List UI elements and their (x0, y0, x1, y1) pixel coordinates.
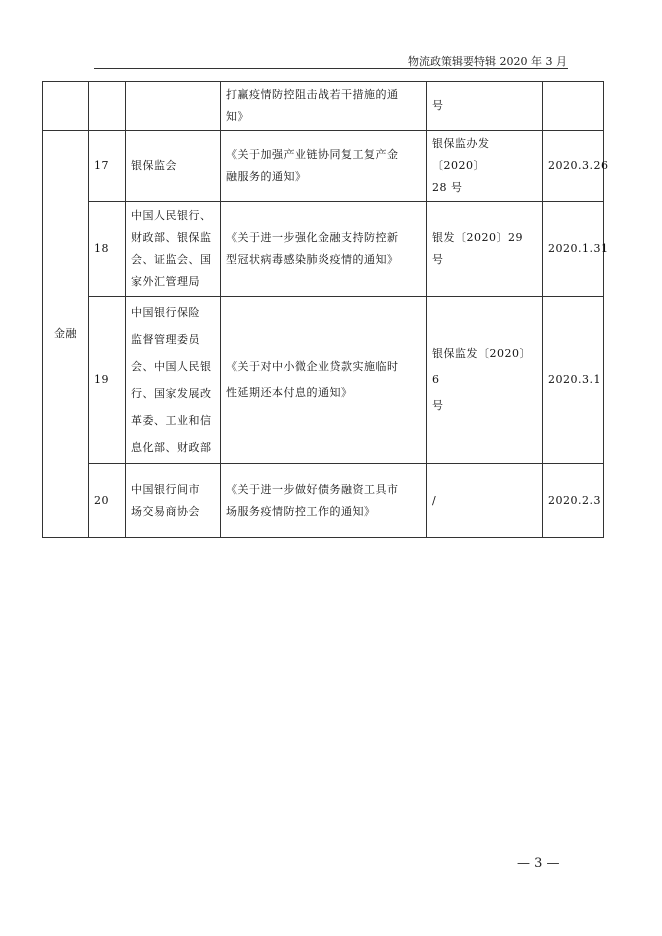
title-text: 打赢疫情防控阻击战若干措施的通 知》 (226, 88, 399, 123)
agency-cell (126, 464, 221, 538)
doc-number-text: / (432, 493, 437, 507)
policy-table (42, 81, 609, 538)
table-row-continuation (43, 82, 604, 131)
agency-cell (126, 202, 221, 297)
title-text: 《关于加强产业链协同复工复产金 融服务的通知》 (226, 148, 399, 183)
category-cell-finance: 金融 (43, 131, 89, 538)
date-cell (543, 82, 604, 131)
number-cell (89, 82, 126, 131)
title-cell (221, 131, 427, 202)
doc-number-text: 号 (432, 99, 444, 112)
agency-cell (126, 131, 221, 202)
agency-text: 银保监会 (131, 159, 177, 172)
doc-number-cell (427, 131, 543, 202)
agency-cell (126, 297, 221, 464)
title-text: 《关于对中小微企业贷款实施临时 性延期还本付息的通知》 (226, 360, 399, 399)
title-text: 《关于进一步做好债务融资工具市 场服务疫情防控工作的通知》 (226, 482, 399, 518)
doc-number-text: 银保监办发〔2020〕 28 号 (432, 137, 490, 194)
category-cell (43, 82, 89, 131)
agency-text: 中国银行保险 监督管理委员 会、中国人民银 行、国家发展改 革委、工业和信 息化部、财政部 (131, 306, 212, 454)
agency-text: 中国人民银行、 财政部、银保监 会、证监会、国 家外汇管理局 (131, 209, 212, 288)
date-cell: 2020.3.26 (543, 131, 604, 202)
number-cell: 19 (89, 297, 126, 464)
doc-number-cell (427, 464, 543, 538)
title-cell (221, 464, 427, 538)
number-cell: 20 (89, 464, 126, 538)
agency-cell (126, 82, 221, 131)
title-text: 《关于进一步强化金融支持防控新 型冠状病毒感染肺炎疫情的通知》 (226, 231, 399, 266)
doc-number-text: 银发〔2020〕29 号 (432, 231, 523, 266)
doc-number-cell (427, 202, 543, 297)
number-cell: 18 (89, 202, 126, 297)
number-cell: 17 (89, 131, 126, 202)
page-number: — 3 — (517, 856, 560, 871)
doc-number-text: 银保监发〔2020〕6 号 (432, 347, 531, 412)
date-cell: 2020.2.3 (543, 464, 604, 538)
agency-text: 中国银行间市 场交易商协会 (131, 482, 200, 518)
title-cell (221, 297, 427, 464)
date-cell: 2020.1.31 (543, 202, 604, 297)
table-row (43, 202, 604, 297)
title-cell (221, 202, 427, 297)
running-header: 物流政策辑要特辑 2020 年 3 月 (408, 55, 567, 68)
table-row (43, 131, 604, 202)
doc-number-cell (427, 297, 543, 464)
table-row (43, 464, 604, 538)
table-row (43, 297, 604, 464)
title-cell (221, 82, 427, 131)
header-divider (94, 68, 568, 69)
date-cell: 2020.3.1 (543, 297, 604, 464)
doc-number-cell (427, 82, 543, 131)
